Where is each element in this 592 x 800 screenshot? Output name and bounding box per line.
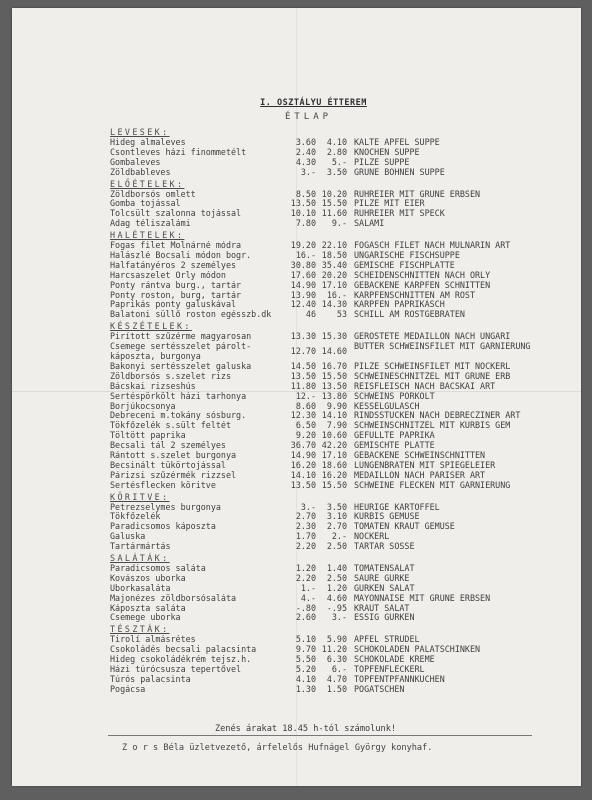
item-german-name: ESSIG GURKEN: [354, 613, 415, 623]
item-price: 12.-: [295, 391, 316, 401]
item-german-name: TOPFENFLECKERL: [354, 664, 425, 674]
item-german-name: SCHWEINESCHNITZEL MIT GRÜNE ERB: [354, 371, 511, 381]
item-name: Becsinált tükörtojással: [110, 460, 226, 470]
item-name: Túrós palacsinta: [110, 674, 191, 684]
item-name: Csokoládés becsali palacsinta: [110, 645, 257, 655]
item-price-music: 5.-: [331, 157, 347, 167]
item-name: Pogácsa: [110, 684, 146, 694]
item-german-name: MEDAILLON NACH PARISER ART: [354, 470, 486, 480]
item-price: 19.20: [290, 241, 316, 251]
menu-heading: ÉTLAP: [284, 112, 333, 122]
menu-item: [110, 522, 550, 532]
item-name: Borjúkocsonya: [110, 401, 176, 411]
item-name: Paprikás ponty galuskával: [110, 300, 237, 310]
item-name: Adag téliszalámi: [110, 219, 191, 229]
menu-item: [110, 635, 550, 645]
item-price-music: 4.70: [326, 674, 347, 684]
item-price: 6.50: [295, 421, 316, 431]
item-price-music: 2.50: [326, 573, 347, 583]
item-price-music: 3.10: [326, 512, 347, 522]
menu-item: [110, 503, 550, 513]
item-name: Petrezselymes burgonya: [110, 502, 221, 512]
signature-rule: [108, 735, 532, 736]
item-price: 1.20: [295, 563, 316, 573]
item-price-music: 13.50: [321, 381, 347, 391]
item-german-name: PILZE SUPPE: [354, 157, 410, 167]
item-price: 13.90: [290, 290, 316, 300]
section-heading: ELŐÉTELEK:: [110, 178, 185, 189]
item-price: 3.-: [300, 502, 316, 512]
item-price-music: 6.-: [331, 664, 347, 674]
menu-item: [110, 209, 550, 219]
menu-item: [110, 471, 550, 481]
item-price-music: 1.50: [326, 684, 347, 694]
item-price: 11.80: [290, 381, 316, 391]
item-name: Tirolí almásrétes: [110, 635, 196, 645]
item-german-name: REISFLEISCH NACH BACSKAI ART: [354, 381, 496, 391]
menu-item: [110, 382, 550, 392]
menu-item: [110, 300, 550, 310]
item-price: 9.70: [295, 645, 316, 655]
item-german-name: SCHEIDENSCHNITTEN NACH ORLY: [354, 270, 491, 280]
item-price-music: -.95: [326, 603, 347, 613]
item-price-music: 42.20: [321, 441, 347, 451]
section-heading: SALÁTÁK:: [110, 552, 170, 563]
item-price-music: 9.90: [326, 401, 347, 411]
menu-item: [110, 574, 550, 584]
menu-item: [110, 481, 550, 491]
section-heading: TÉSZTÁK:: [110, 624, 170, 635]
item-german-name: NOCKERL: [354, 532, 390, 542]
item-price-music: 15.50: [321, 480, 347, 490]
menu-item: [110, 675, 550, 685]
item-german-name: PILZE MIT EIER: [354, 199, 425, 209]
item-price-music: 3.50: [326, 167, 347, 177]
item-german-name: APFEL STRUDEL: [354, 635, 420, 645]
item-price-music: 4.60: [326, 593, 347, 603]
menu-item: [110, 281, 550, 291]
item-name: Tolcsült szalonna tojással: [110, 209, 242, 219]
item-german-name: KRAUT SALAT: [354, 603, 410, 613]
item-name: Tartármártás: [110, 542, 171, 552]
item-name: Halfatányéros 2 személyes: [110, 260, 237, 270]
item-price-music: 53: [336, 310, 347, 320]
item-price: 14.90: [290, 280, 316, 290]
menu-item: [110, 332, 550, 342]
menu-item: [110, 685, 550, 695]
item-price: 10.10: [290, 209, 316, 219]
menu-item: [110, 604, 550, 614]
item-price: 8.60: [295, 401, 316, 411]
item-german-name: LUNGENBRATEN MIT SPIEGELEIER: [354, 460, 496, 470]
item-name: Balatoni süllő roston egésszb.dk: [110, 310, 272, 320]
menu-item: [110, 199, 550, 209]
item-price-music: 14.30: [321, 300, 347, 310]
menu-item: [110, 219, 550, 229]
item-german-name: TARTAR SOSSE: [354, 542, 415, 552]
menu-item: [110, 372, 550, 382]
item-name: Uborkasaláta: [110, 583, 171, 593]
item-price-music: 6.30: [326, 655, 347, 665]
item-price-music: 35.40: [321, 260, 347, 270]
menu-item: [110, 362, 550, 372]
item-price-music: 22.10: [321, 241, 347, 251]
menu-item: [110, 431, 550, 441]
item-price-music: 17.10: [321, 450, 347, 460]
item-price-music: 18.50: [321, 251, 347, 261]
item-german-name: GEMISCHTE PLATTE: [354, 441, 435, 451]
item-name: Fogas filet Molnárné módra: [110, 241, 242, 251]
menu-item: [110, 168, 550, 178]
signature-line: Z o r s Béla üzletvezető, árfelelős Hufnágel György konyhaf.: [122, 743, 433, 753]
item-price: 9.20: [295, 431, 316, 441]
menu-item: [110, 613, 550, 623]
item-price-music: 9.-: [331, 219, 347, 229]
menu-sheet: [12, 8, 581, 786]
item-price-music: 5.90: [326, 635, 347, 645]
item-price: 46: [305, 310, 316, 320]
item-price: 2.20: [295, 573, 316, 583]
item-price: 13.30: [290, 332, 316, 342]
item-price: 12.30: [290, 411, 316, 421]
item-name: Házi túrócsusza tepertővel: [110, 664, 242, 674]
item-name: Bácskai rizseshús: [110, 381, 196, 391]
item-german-name: GEBACKENE KARPFEN SCHNITTEN: [354, 280, 491, 290]
item-price-music: 11.60: [321, 209, 347, 219]
item-german-name: SAURE GURKE: [354, 573, 410, 583]
item-price: 14.10: [290, 470, 316, 480]
item-price: -.80: [295, 603, 316, 613]
item-german-name: GEFÜLLTE PAPRIKA: [354, 431, 435, 441]
item-price: 13.50: [290, 480, 316, 490]
item-price: 7.80: [295, 219, 316, 229]
item-price: 2.70: [295, 512, 316, 522]
item-german-name: GURKEN SALAT: [354, 583, 415, 593]
item-price: 13.50: [290, 371, 316, 381]
menu-item: [110, 461, 550, 471]
item-price-music: 14.60: [321, 347, 347, 357]
item-name: Zöldborsós s.szelet rizs: [110, 371, 232, 381]
item-german-name: POGATSCHEN: [354, 684, 405, 694]
item-price: 14.50: [290, 361, 316, 371]
item-name: Csemege uborka: [110, 613, 181, 623]
item-name: Káposzta saláta: [110, 603, 186, 613]
item-name: Hideg csokoládékrém tejsz.h.: [110, 655, 252, 665]
item-price: 16.-: [295, 251, 316, 261]
item-name: Sertéspörkölt házi tarhonya: [110, 391, 247, 401]
item-german-name: SCHWEINSCHNITZEL MIT KÜRBIS GEM: [354, 421, 511, 431]
item-price: 5.20: [295, 664, 316, 674]
item-name: Bakonyi sertésszelet galuska: [110, 361, 252, 371]
item-price-music: 4.10: [326, 138, 347, 147]
item-name: Csontleves házi finommetélt: [110, 147, 247, 157]
item-price-music: 3.50: [326, 502, 347, 512]
item-price-music: 1.20: [326, 583, 347, 593]
item-name: Csemege sertésszelet párolt- káposzta, burgonya: [110, 342, 252, 362]
item-price-music: 15.50: [321, 371, 347, 381]
item-price-music: 15.30: [321, 332, 347, 342]
menu-item: [110, 158, 550, 168]
item-name: Zöldbableves: [110, 167, 171, 177]
menu-item: [110, 261, 550, 271]
item-name: Párizsi szűzérmék rizzsel: [110, 470, 237, 480]
menu-item: [110, 564, 550, 574]
item-name: Kovászos uborka: [110, 573, 186, 583]
item-price: 5.50: [295, 655, 316, 665]
item-price: 12.40: [290, 300, 316, 310]
item-name: Gomba tojással: [110, 199, 181, 209]
item-german-name: GEBACKENE SCHWEINSCHNITTEN: [354, 450, 486, 460]
item-german-name: SALAMI: [354, 219, 385, 229]
item-price: 4.-: [300, 593, 316, 603]
item-name: Majonézes zöldborsósaláta: [110, 593, 237, 603]
item-name: Ponty rántva burg., tartár: [110, 280, 242, 290]
menu-list: [110, 126, 550, 695]
item-name: Pirított szűzérme magyarosan: [110, 332, 252, 342]
item-price: 14.90: [290, 450, 316, 460]
item-price: 30.80: [290, 260, 316, 270]
item-price: 5.10: [295, 635, 316, 645]
menu-item: [110, 665, 550, 675]
item-name: Ponty roston, burg, tartár: [110, 290, 242, 300]
menu-item: [110, 291, 550, 301]
item-price: 3.60: [295, 138, 316, 147]
item-german-name: KNOCHEN SUPPE: [354, 147, 420, 157]
item-german-name: RÜHREIER MIT GRÜNE ERBSEN: [354, 189, 481, 199]
item-name: Tökfőzelék: [110, 512, 161, 522]
menu-item: [110, 655, 550, 665]
menu-item: [110, 512, 550, 522]
item-price: 3.-: [300, 167, 316, 177]
item-price: 4.10: [295, 674, 316, 684]
menu-item: [110, 342, 550, 362]
section-heading: HALÉTELEK:: [110, 230, 185, 241]
item-name: Tökfőzelék s.sült feltét: [110, 421, 232, 431]
item-german-name: KALTE APFEL SUPPE: [354, 138, 440, 147]
item-price: 12.70: [290, 347, 316, 357]
item-german-name: FOGASCH FILET NACH MÜLNÄRIN ART: [354, 241, 511, 251]
menu-item: [110, 451, 550, 461]
item-price: 4.30: [295, 157, 316, 167]
item-price: 36.70: [290, 441, 316, 451]
item-price: 16.20: [290, 460, 316, 470]
item-german-name: SCHWEINS PÖRKOLT: [354, 391, 435, 401]
item-price-music: 10.60: [321, 431, 347, 441]
item-price-music: 7.90: [326, 421, 347, 431]
item-name: Rántott s.szelet burgonya: [110, 450, 237, 460]
item-price: 1.-: [300, 583, 316, 593]
item-german-name: MAYONNAISE MIT GRÜNE ERBSEN: [354, 593, 491, 603]
item-name: Sertésflecken köritve: [110, 480, 216, 490]
item-price: 2.40: [295, 147, 316, 157]
restaurant-title: I. OSZTÁLYU ÉTTEREM: [260, 98, 367, 108]
item-german-name: GRÜNE BOHNEN SUPPE: [354, 167, 445, 177]
menu-item: [110, 310, 550, 320]
item-name: Hideg almaleves: [110, 138, 186, 147]
menu-item: [110, 190, 550, 200]
item-german-name: KÜRBIS GEMÜSE: [354, 512, 420, 522]
menu-item: [110, 584, 550, 594]
item-german-name: GEMISCHE FISCHPLATTE: [354, 260, 455, 270]
item-name: Gombaleves: [110, 157, 161, 167]
menu-item: [110, 645, 550, 655]
item-price: 2.30: [295, 522, 316, 532]
item-german-name: SCHOKOLADEN PALATSCHINKEN: [354, 645, 481, 655]
item-german-name: BUTTER SCHWEINSFILET MIT GARNIERUNG: [354, 342, 531, 352]
menu-item: [110, 532, 550, 542]
item-price-music: 16.20: [321, 470, 347, 480]
item-name: Harcsaszelet Orly módon: [110, 270, 226, 280]
item-price-music: 16.-: [326, 290, 347, 300]
item-price-music: 2.50: [326, 542, 347, 552]
item-german-name: RÜHREIER MIT SPECK: [354, 209, 445, 219]
item-price: 2.60: [295, 613, 316, 623]
item-price: 1.30: [295, 684, 316, 694]
item-german-name: TOMATEN KRAUT GEMÜSE: [354, 522, 455, 532]
item-price-music: 3.-: [331, 613, 347, 623]
menu-item: [110, 594, 550, 604]
item-price: 17.60: [290, 270, 316, 280]
item-price-music: 2.80: [326, 147, 347, 157]
menu-item: [110, 271, 550, 281]
item-german-name: SCHWEINE FLECKEN MIT GARNIERUNG: [354, 480, 511, 490]
item-name: Zöldborsós omlett: [110, 189, 196, 199]
item-name: Paradicsomos káposzta: [110, 522, 216, 532]
menu-item: [110, 251, 550, 261]
item-german-name: UNGARISCHE FISCHSUPPE: [354, 251, 460, 261]
item-price-music: 2.-: [331, 532, 347, 542]
menu-item: [110, 241, 550, 251]
menu-item: [110, 542, 550, 552]
item-german-name: KARPFENSCHNITTEN AM ROST: [354, 290, 476, 300]
item-german-name: SCHILL AM ROSTGEBRATEN: [354, 310, 465, 320]
item-german-name: TOPFENTPFANNKUCHEN: [354, 674, 445, 684]
section-heading: KÖRITVE:: [110, 491, 170, 502]
item-price-music: 20.20: [321, 270, 347, 280]
item-price-music: 18.60: [321, 460, 347, 470]
item-price-music: 1.40: [326, 563, 347, 573]
item-name: Halászlé Bocsali módon bogr.: [110, 251, 252, 261]
item-price-music: 2.70: [326, 522, 347, 532]
item-german-name: SCHOKOLADE KREME: [354, 655, 435, 665]
item-name: Debreceni m.tokány sósburg.: [110, 411, 247, 421]
item-german-name: HEURIGE KARTOFFEL: [354, 502, 440, 512]
item-german-name: KARPFEN PAPRIKASCH: [354, 300, 445, 310]
item-price-music: 14.10: [321, 411, 347, 421]
item-price-music: 16.70: [321, 361, 347, 371]
item-price: 8.50: [295, 189, 316, 199]
item-name: Becsali tál 2 személyes: [110, 441, 226, 451]
item-name: Galuska: [110, 532, 146, 542]
item-name: Paradicsomos saláta: [110, 563, 206, 573]
item-german-name: GERÖSTETE MEDAILLON NACH UNGARI: [354, 332, 511, 342]
menu-item: [110, 138, 550, 148]
item-price-music: 17.10: [321, 280, 347, 290]
music-surcharge-note: Zenés árakat 18.45 h-tól számolunk!: [214, 724, 397, 734]
menu-item: [110, 402, 550, 412]
item-name: Töltött paprika: [110, 431, 186, 441]
item-german-name: KESSELGULASCH: [354, 401, 420, 411]
section-heading: LEVESEK:: [110, 127, 170, 137]
item-price: 13.50: [290, 199, 316, 209]
item-price-music: 13.80: [321, 391, 347, 401]
menu-item: [110, 441, 550, 451]
item-german-name: TOMATENSALAT: [354, 563, 415, 573]
item-price: 1.70: [295, 532, 316, 542]
menu-item: [110, 148, 550, 158]
section-heading: KÉSZÉTELEK:: [110, 321, 192, 332]
item-price-music: 15.50: [321, 199, 347, 209]
menu-item: [110, 411, 550, 421]
menu-item: [110, 421, 550, 431]
item-price-music: 10.20: [321, 189, 347, 199]
item-price-music: 11.20: [321, 645, 347, 655]
item-german-name: PILZE SCHWEINSFILET MIT NOCKERL: [354, 361, 511, 371]
item-german-name: RINDSSTÜCKEN NACH DEBRECZINER ART: [354, 411, 521, 421]
menu-item: [110, 392, 550, 402]
item-price: 2.20: [295, 542, 316, 552]
